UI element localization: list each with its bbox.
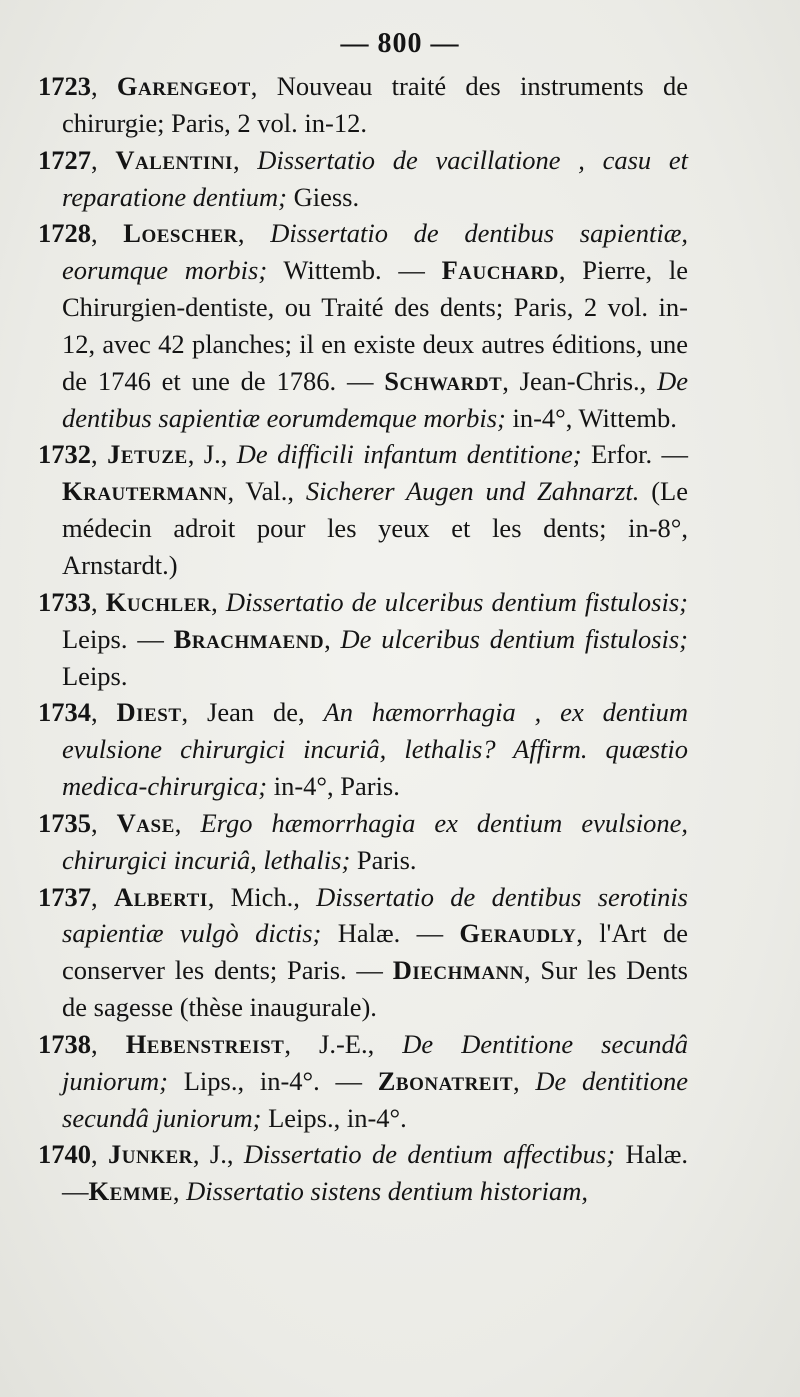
- bibliography-entry: [38, 68, 688, 142]
- entry-text: ,: [91, 1028, 126, 1059]
- entry-text: Erfor. —: [581, 439, 688, 470]
- entry-text: ,: [232, 144, 258, 175]
- bibliography-entry: [38, 1026, 688, 1137]
- work-title: Dissertatio de vacillatione , casu et reparatione dentium;: [62, 144, 688, 212]
- author-name: Zbonatreit: [377, 1065, 514, 1096]
- bibliography-entry: [38, 805, 688, 879]
- author-name: Hebenstreist: [125, 1028, 285, 1059]
- entry-year: 1735: [38, 807, 91, 838]
- entry-text: , Pierre, le Chirurgien-dentiste, ou Traité des dents; Paris, 2 vol. in-12, avec 42 planches; il en existe deux autres éditions, une de 1746 et une de 1786. —: [62, 255, 688, 396]
- author-name: Krautermann: [62, 476, 228, 507]
- entry-text: ,: [91, 144, 116, 175]
- entry-text: Wittemb. —: [267, 255, 442, 286]
- entry-text: , Val.,: [227, 476, 306, 507]
- author-name: Garengeot: [116, 71, 251, 101]
- work-title: De difficili infantum dentitione;: [236, 439, 582, 470]
- entry-text: ,: [91, 71, 117, 101]
- entry-text: ,: [91, 439, 108, 470]
- bibliography-entry: [38, 215, 688, 436]
- entry-text: , J.,: [187, 439, 237, 470]
- work-title: De dentibus sapientiæ eorumdemque morbis;: [62, 365, 688, 433]
- author-name: Alberti: [113, 881, 208, 912]
- bibliography-entry: [38, 142, 688, 216]
- author-name: Diest: [116, 697, 182, 728]
- entry-text: ,: [91, 1139, 109, 1170]
- work-title: Ergo hæmorrhagia ex dentium evulsione, chirurgici incuriâ, lethalis;: [62, 807, 689, 875]
- work-title: Dissertatio sistens dentium historiam,: [186, 1176, 589, 1207]
- entry-text: in-4°, Paris.: [267, 771, 400, 802]
- entry-year: 1728: [38, 218, 91, 249]
- work-title: Dissertatio de ulceribus dentium fistulosis;: [225, 586, 688, 617]
- entry-text: , Mich.,: [207, 881, 317, 912]
- work-title: De dentitione secundâ juniorum;: [62, 1065, 689, 1133]
- entry-text: Leips.: [62, 660, 128, 691]
- entry-text: , Jean-Chris.,: [502, 365, 658, 396]
- entry-year: 1723: [38, 71, 91, 101]
- work-title: An hæmorrhagia , ex dentium evulsione chirurgici incuriâ, lethalis? Affirm. quæstio medica-chirurgica;: [62, 697, 688, 802]
- author-name: Vase: [116, 807, 175, 838]
- bibliography-entry: [38, 1136, 688, 1210]
- entry-text: (Le médecin adroit pour les yeux et les dents; in-8°, Arnstardt.): [62, 476, 688, 580]
- bibliography-list: [38, 68, 688, 1210]
- entry-text: , J.-E.,: [284, 1028, 403, 1059]
- entry-text: Lips., in-4°. —: [168, 1065, 378, 1096]
- entry-text: ,: [172, 1176, 187, 1207]
- work-title: Dissertatio de dentibus serotinis sapientiæ vulgò dictis;: [62, 881, 688, 949]
- author-name: Loescher: [123, 218, 238, 249]
- author-name: Kemme: [88, 1176, 173, 1207]
- entry-text: , Jean de,: [181, 697, 324, 728]
- entry-year: 1734: [38, 697, 91, 728]
- entry-text: ,: [91, 697, 117, 728]
- author-name: Kuchler: [105, 586, 212, 617]
- entry-text: ,: [513, 1065, 536, 1096]
- entry-text: ,: [324, 623, 341, 654]
- author-name: Jetuze: [107, 439, 188, 470]
- entry-year: 1740: [38, 1139, 91, 1170]
- entry-text: Halæ. —: [321, 918, 460, 949]
- entry-year: 1733: [38, 586, 91, 617]
- entry-text: Giess.: [286, 181, 360, 212]
- bibliography-entry: [38, 584, 688, 695]
- author-name: Schwardt: [384, 365, 503, 396]
- author-name: Fauchard: [441, 255, 559, 286]
- work-title: Dissertatio de dentium affectibus;: [243, 1139, 616, 1170]
- entry-text: ,: [91, 807, 117, 838]
- work-title: De Dentitione secundâ juniorum;: [62, 1028, 688, 1096]
- author-name: Diechmann: [392, 955, 524, 986]
- entry-text: , Sur les Dents de sagesse (thèse inaugurale).: [62, 955, 688, 1023]
- author-name: Brachmaend: [173, 623, 325, 654]
- entry-text: , Nouveau traité des instruments de chirurgie; Paris, 2 vol. in-12.: [62, 71, 688, 138]
- entry-text: , J.,: [192, 1139, 244, 1170]
- entry-text: ,: [211, 586, 226, 617]
- entry-text: Paris.: [350, 844, 417, 875]
- entry-year: 1732: [38, 439, 91, 470]
- author-name: Geraudly: [459, 918, 577, 949]
- author-name: Junker: [108, 1139, 193, 1170]
- entry-year: 1727: [38, 144, 91, 175]
- work-title: Dissertatio de dentibus sapientiæ, eorumque morbis;: [62, 218, 689, 286]
- entry-text: Halæ.—: [62, 1139, 689, 1207]
- entry-year: 1737: [38, 881, 91, 912]
- entry-text: ,: [91, 218, 124, 249]
- entry-year: 1738: [38, 1028, 91, 1059]
- entry-text: Leips. —: [62, 623, 174, 654]
- work-title: De ulceribus dentium fistulosis;: [340, 623, 689, 654]
- bibliography-entry: [38, 436, 688, 583]
- entry-text: in-4°, Wittemb.: [505, 402, 677, 433]
- page-number: — 800 —: [340, 28, 460, 59]
- entry-text: ,: [91, 881, 114, 912]
- author-name: Valentini: [115, 144, 233, 175]
- entry-text: ,: [237, 218, 271, 249]
- entry-text: ,: [174, 807, 201, 838]
- entry-text: ,: [91, 586, 106, 617]
- work-title: Sicherer Augen und Zahnarzt.: [305, 476, 640, 507]
- entry-text: Leips., in-4°.: [261, 1102, 407, 1133]
- entry-text: , l'Art de conserver les dents; Paris. —: [62, 918, 688, 986]
- bibliography-entry: [38, 694, 688, 805]
- bibliography-entry: [38, 879, 688, 1026]
